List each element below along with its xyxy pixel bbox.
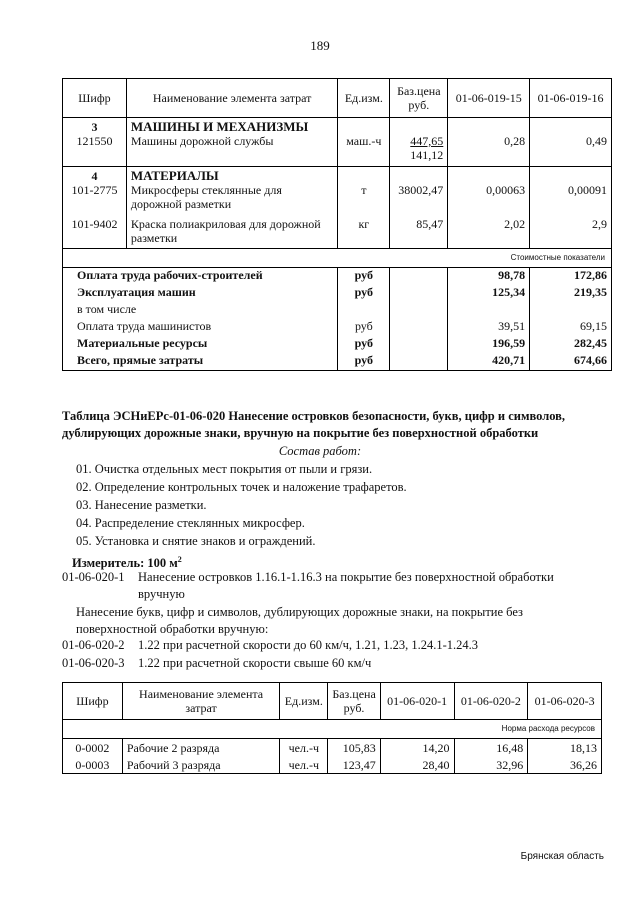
row-name — [126, 183, 337, 211]
footer-region: Брянская область — [520, 851, 604, 862]
summary-row — [63, 319, 612, 336]
section-title: МАШИНЫ И МЕХАНИЗМЫ — [126, 118, 337, 135]
summary-name: Оплата труда рабочих-строителей — [63, 268, 338, 286]
row-value-3: 36,26 — [528, 756, 602, 774]
header-col-16: 01-06-019-16 — [530, 79, 612, 118]
summary-price — [390, 285, 448, 302]
row-value-1: 14,20 — [380, 739, 454, 757]
item-code: 01-06-020-3 — [62, 656, 125, 670]
summary-row — [63, 285, 612, 302]
header-price: Баз.цена руб. — [390, 79, 448, 118]
list-item: 01. Очистка отдельных мест покрытия от пыли и грязи. — [76, 462, 373, 476]
summary-row — [63, 353, 612, 371]
page-number: 189 — [310, 38, 330, 53]
section-row — [63, 167, 612, 184]
row-value-15: 2,02 — [448, 211, 530, 249]
table-header-row — [63, 79, 612, 118]
header-name: Наименование элемента затрат — [126, 79, 337, 118]
summary-value-15: 125,34 — [448, 285, 530, 302]
row-name: Рабочие 2 разряда — [122, 739, 279, 757]
title-line-1: Таблица ЭСНиЕРс-01-06-020 Нанесение островков безопасности, букв, цифр и символов, — [62, 409, 566, 423]
item-text-line: вручную — [138, 587, 185, 601]
price-line-1: 447,65 — [410, 134, 444, 148]
row-name-line: Микросферы стеклянные для — [130, 183, 282, 197]
header-code: Шифр — [63, 683, 123, 720]
row-value-15: 0,28 — [448, 134, 530, 167]
summary-price — [390, 268, 448, 286]
summary-price — [390, 319, 448, 336]
list-item: 05. Установка и снятие знаков и ограждений. — [76, 534, 316, 548]
list-item: 02. Определение контрольных точек и наложение трафаретов. — [76, 480, 407, 494]
summary-row — [63, 302, 612, 319]
header-price: Баз.цена руб. — [328, 683, 380, 720]
resources-table-020 — [62, 682, 602, 774]
row-value-2: 32,96 — [454, 756, 528, 774]
row-code: 0-0003 — [63, 756, 123, 774]
row-unit: кг — [338, 211, 390, 249]
price-line-2: 141,12 — [410, 148, 444, 162]
table-row — [63, 134, 612, 167]
row-name: Рабочий 3 разряда — [122, 756, 279, 774]
row-code: 101-2775 — [63, 183, 127, 211]
summary-value-16: 674,66 — [530, 353, 612, 371]
header-name: Наименование элемента затрат — [122, 683, 279, 720]
summary-value-15 — [448, 302, 530, 319]
list-item: 04. Распределение стеклянных микросфер. — [76, 516, 305, 530]
intro-text — [76, 604, 523, 638]
summary-value-15: 39,51 — [448, 319, 530, 336]
row-name: Машины дорожной службы — [126, 134, 337, 167]
summary-unit: руб — [338, 285, 390, 302]
header-unit: Ед.изм. — [338, 79, 390, 118]
item-text: 1.22 при расчетной скорости до 60 км/ч, 1.21, 1.23, 1.24.1-1.24.3 — [138, 638, 479, 652]
composition-label: Состав работ: — [278, 444, 362, 458]
summary-price — [390, 353, 448, 371]
works-list — [76, 461, 407, 551]
summary-price — [390, 302, 448, 319]
row-value-16: 0,00091 — [530, 183, 612, 211]
summary-unit: руб — [338, 353, 390, 371]
row-code: 121550 — [63, 134, 127, 167]
row-price: 85,47 — [390, 211, 448, 249]
section-title — [62, 408, 622, 442]
section-title: МАТЕРИАЛЫ — [126, 167, 337, 184]
cost-caption-row — [63, 249, 612, 268]
row-value-1: 28,40 — [380, 756, 454, 774]
norm-caption-row — [63, 720, 602, 739]
row-name-line: разметки — [130, 231, 178, 245]
table-header-row — [63, 683, 602, 720]
summary-value-16 — [530, 302, 612, 319]
summary-unit: руб — [338, 319, 390, 336]
resource-rows — [63, 739, 602, 774]
title-line-2: дублирующих дорожные знаки, вручную на покрытие без поверхностной обработки — [62, 426, 539, 440]
intro-line: Нанесение букв, цифр и символов, дублирующих дорожные знаки, на покрытие без — [76, 605, 523, 619]
row-value-3: 18,13 — [528, 739, 602, 757]
summary-unit — [338, 302, 390, 319]
header-code: Шифр — [63, 79, 127, 118]
summary-value-15: 196,59 — [448, 336, 530, 353]
resources-table-019 — [62, 78, 612, 371]
row-name-line: Краска полиакриловая для дорожной — [130, 217, 321, 231]
header-unit: Ед.изм. — [280, 683, 328, 720]
summary-unit: руб — [338, 336, 390, 353]
row-price — [390, 134, 448, 167]
summary-value-16: 282,45 — [530, 336, 612, 353]
norm-caption: Норма расхода ресурсов — [63, 720, 602, 739]
item-code: 01-06-020-2 — [62, 638, 125, 652]
header-col-1: 01-06-020-1 — [380, 683, 454, 720]
row-unit: чел.-ч — [280, 739, 328, 757]
row-value-16: 2,9 — [530, 211, 612, 249]
summary-row — [63, 336, 612, 353]
summary-value-15: 98,78 — [448, 268, 530, 286]
item-text — [138, 569, 554, 603]
summary-name: Эксплуатация машин — [63, 285, 338, 302]
row-code: 0-0002 — [63, 739, 123, 757]
row-name — [126, 211, 337, 249]
header-col-2: 01-06-020-2 — [454, 683, 528, 720]
header-col-15: 01-06-019-15 — [448, 79, 530, 118]
row-unit: чел.-ч — [280, 756, 328, 774]
summary-rows — [63, 268, 612, 371]
row-name-line: дорожной разметки — [130, 197, 232, 211]
item-text-line: Нанесение островков 1.16.1-1.16.3 на покрытие без поверхностной обработки — [138, 570, 554, 584]
section-row — [63, 118, 612, 135]
summary-value-16: 172,86 — [530, 268, 612, 286]
item-code: 01-06-020-1 — [62, 570, 125, 584]
summary-price — [390, 336, 448, 353]
row-value-15: 0,00063 — [448, 183, 530, 211]
intro-line: поверхностной обработки вручную: — [76, 622, 269, 636]
row-price: 123,47 — [328, 756, 380, 774]
row-code: 101-9402 — [63, 211, 127, 249]
cost-caption: Стоимостные показатели — [63, 249, 612, 268]
row-unit: т — [338, 183, 390, 211]
summary-value-16: 69,15 — [530, 319, 612, 336]
section-number: 4 — [63, 167, 127, 184]
table-row — [63, 756, 602, 774]
section-number: 3 — [63, 118, 127, 135]
summary-name: в том числе — [63, 302, 338, 319]
summary-value-15: 420,71 — [448, 353, 530, 371]
row-price: 38002,47 — [390, 183, 448, 211]
meter-sup: 2 — [177, 555, 182, 564]
item-text: 1.22 при расчетной скорости свыше 60 км/ч — [138, 656, 372, 670]
summary-row — [63, 268, 612, 286]
table-row — [63, 211, 612, 249]
row-value-2: 16,48 — [454, 739, 528, 757]
summary-unit: руб — [338, 268, 390, 286]
summary-name: Всего, прямые затраты — [63, 353, 338, 371]
list-item: 03. Нанесение разметки. — [76, 498, 207, 512]
summary-name: Оплата труда машинистов — [63, 319, 338, 336]
table-row — [63, 739, 602, 757]
summary-name: Материальные ресурсы — [63, 336, 338, 353]
header-col-3: 01-06-020-3 — [528, 683, 602, 720]
summary-value-16: 219,35 — [530, 285, 612, 302]
row-unit: маш.-ч — [338, 134, 390, 167]
row-price: 105,83 — [328, 739, 380, 757]
row-value-16: 0,49 — [530, 134, 612, 167]
meter-text: Измеритель: 100 м — [72, 556, 178, 571]
table-row — [63, 183, 612, 211]
